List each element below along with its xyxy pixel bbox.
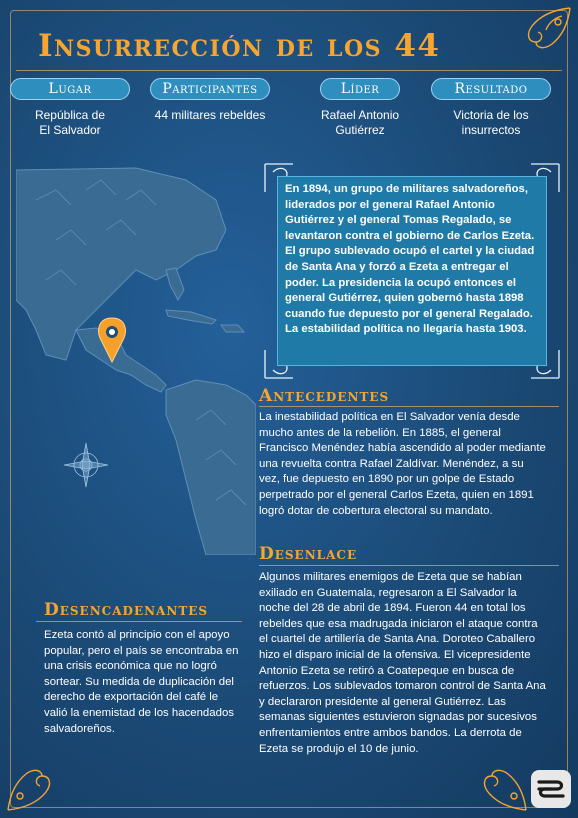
brand-logo [531, 770, 571, 808]
section-divider [259, 565, 559, 566]
section-divider [36, 621, 242, 622]
info-label: Resultado [431, 78, 551, 100]
info-value: República de El Salvador [34, 108, 106, 137]
info-label: Líder [320, 78, 400, 100]
info-participants [142, 78, 278, 123]
brand-logo-icon [531, 770, 571, 808]
info-value: Rafael Antonio Gutiérrez [320, 108, 400, 137]
info-value: 44 militares rebeldes [154, 108, 266, 122]
section-text-desenlace: Algunos militares enemigos de Ezeta que se habían exiliado en Guatemala, regresaron a El Salvador la noche del 28 de abril de 1894. Fueron 44 en total los rebeldes que esa madrugada iniciaron el ataque contra el cuartel de artillería de Santa Ana. Doroteo Caballero hizo el disparo inicial de la ofensiva. El vicepresidente Antonio Ezeta se retiró a Coatepeque en busca de refuerzos. Los sublevados tomaron control de Santa Ana y declararon presidente al general Gutiérrez. Las semanas siguientes estuvieron signadas por sucesivos enfrentamientos entre ambos bandos. La derrota de Ezeta se produjo el 10 de junio. [259, 571, 546, 755]
ornament-icon [6, 752, 76, 812]
section-title-desenlace: Desenlace [259, 544, 358, 564]
section-text-antecedentes: La inestabilidad política en El Salvador venía desde mucho antes de la rebelión. En 1885, el general Francisco Menéndez había ascendido al poder mediante una revuelta contra Rafael Zaldívar. Menéndez, a su vez, fue depuesto en 1890 por un golpe de Estado perpetrado por el general Carlos Ezeta, quien en 1891 logró dotar de cobertura electoral su mandato. [259, 411, 546, 517]
info-result [423, 78, 559, 138]
info-label: Participantes [150, 78, 270, 100]
info-leader [292, 78, 428, 138]
section-text-desencadenantes: Ezeta contó al principio con el apoyo popular, pero el país se encontraba en una crisis económica que no logró sortear. Su medida de duplicación del derecho de exportación del café le valió la enemistad de los hacendados salvadoreños. [44, 629, 239, 735]
ornament-icon [458, 752, 528, 812]
section-title-desencadenantes: Desencadenantes [44, 600, 209, 620]
info-label: Lugar [10, 78, 130, 100]
map-illustration [16, 160, 256, 555]
title-divider [16, 70, 562, 71]
info-value: Victoria de los insurrectos [453, 108, 529, 137]
compass-rose-icon [64, 443, 108, 487]
section-title-antecedentes: Antecedentes [259, 386, 390, 406]
ornament-icon [502, 6, 572, 66]
info-place [2, 78, 138, 138]
summary-text: En 1894, un grupo de militares salvadoreños, liderados por el general Rafael Antonio Gutiérrez y el general Tomas Regalado, se levantaron contra el gobierno de Carlos Ezeta. El grupo sublevado ocupó el cartel y la ciudad de Santa Ana y forzó a Ezeta a entregar el poder. La presidencia la ocupó entonces el general Gutiérrez, quien gobernó hasta 1898 cuando fue depuesto por el general Regalado. La estabilidad política no llegaría hasta 1903. [285, 183, 535, 336]
page-title: Insurrección de los 44 [38, 28, 441, 64]
summary-box [263, 162, 561, 380]
section-divider [259, 406, 559, 407]
